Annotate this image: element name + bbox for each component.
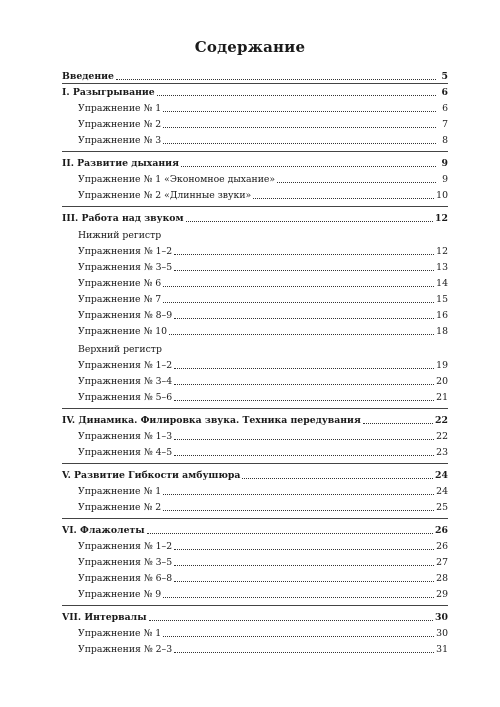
toc-entry-label: II. Развитие дыхания — [62, 158, 179, 169]
toc-page-number: 26 — [436, 541, 448, 552]
toc-section-entry[interactable] — [62, 71, 448, 83]
toc-exercise-entry[interactable] — [78, 278, 448, 290]
toc-entry-label: Упражнение № 10 — [78, 326, 168, 337]
toc-page-number: 30 — [435, 612, 448, 623]
dot-leader — [174, 318, 434, 319]
toc-entry-label: Упражнение № 9 — [78, 589, 162, 600]
toc-page-number: 9 — [442, 174, 448, 185]
toc-page-number: 27 — [436, 557, 448, 568]
dot-leader — [181, 166, 436, 167]
toc-subheading: Верхний регистр — [78, 344, 162, 355]
toc-section-entry[interactable] — [62, 213, 448, 225]
toc-section-entry[interactable] — [62, 612, 448, 624]
toc-entry-label: III. Работа над звуком — [62, 213, 184, 224]
dot-leader — [253, 198, 434, 199]
toc-page-number: 18 — [436, 326, 448, 337]
dot-leader — [174, 455, 434, 456]
toc-entry-label: Упражнения № 1–2 — [78, 360, 173, 371]
toc-exercise-entry[interactable] — [78, 431, 448, 443]
dot-leader — [163, 636, 434, 637]
toc-page-number: 12 — [435, 213, 448, 224]
toc-page-number: 22 — [436, 431, 448, 442]
toc-entry-label: Упражнения № 4–5 — [78, 447, 173, 458]
toc-exercise-entry[interactable] — [78, 294, 448, 306]
toc-entry-label: Введение — [62, 71, 114, 82]
toc-entry-label: Упражнения № 3–4 — [78, 376, 173, 387]
toc-exercise-entry[interactable] — [78, 119, 448, 131]
toc-exercise-entry[interactable] — [78, 541, 448, 553]
toc-page-number: 7 — [442, 119, 448, 130]
section-divider — [62, 518, 448, 519]
toc-subheading: Нижний регистр — [78, 230, 162, 241]
toc-page-number: 10 — [436, 190, 448, 201]
dot-leader — [163, 597, 434, 598]
dot-leader — [157, 95, 436, 96]
dot-leader — [163, 302, 434, 303]
toc-entry-label: Упражнение № 2 — [78, 119, 162, 130]
dot-leader — [163, 494, 434, 495]
toc-page-number: 20 — [436, 376, 448, 387]
section-divider — [62, 605, 448, 606]
toc-entry-label: Упражнение № 1 — [78, 486, 162, 497]
toc-page-number: 23 — [436, 447, 448, 458]
toc-entry-label: Упражнение № 2 «Длинные звуки» — [78, 190, 252, 201]
dot-leader — [163, 143, 436, 144]
toc-entry-label: Упражнения № 3–5 — [78, 557, 173, 568]
dot-leader — [174, 270, 434, 271]
dot-leader — [163, 127, 436, 128]
toc-section-entry[interactable] — [62, 525, 448, 537]
toc-entry-label: Упражнение № 3 — [78, 135, 162, 146]
dot-leader — [174, 549, 434, 550]
toc-page-number: 21 — [436, 392, 448, 403]
toc-entry-label: Упражнения № 1–2 — [78, 541, 173, 552]
toc-page-number: 19 — [436, 360, 448, 371]
toc-exercise-entry[interactable] — [78, 573, 448, 585]
toc-page-number: 22 — [435, 415, 448, 426]
toc-entry-label: Упражнения № 8–9 — [78, 310, 173, 321]
section-divider — [62, 408, 448, 409]
toc-entry-label: I. Разыгрывание — [62, 87, 155, 98]
toc-section-entry[interactable] — [62, 415, 448, 427]
toc-page-number: 24 — [435, 470, 448, 481]
toc-exercise-entry[interactable] — [78, 326, 448, 338]
dot-leader — [277, 182, 436, 183]
dot-leader — [147, 533, 433, 534]
dot-leader — [163, 286, 434, 287]
toc-page-number: 28 — [436, 573, 448, 584]
toc-entry-label: Упражнение № 1 — [78, 103, 162, 114]
toc-entry-label: Упражнения № 5–6 — [78, 392, 173, 403]
toc-page-number: 12 — [436, 246, 448, 257]
toc-page-number: 16 — [436, 310, 448, 321]
toc-exercise-entry[interactable] — [78, 310, 448, 322]
toc-page-number: 13 — [436, 262, 448, 273]
toc-page-number: 29 — [436, 589, 448, 600]
toc-entry-label: Упражнения № 6–8 — [78, 573, 173, 584]
toc-exercise-entry[interactable] — [78, 447, 448, 459]
toc-entry-label: Упражнения № 2–3 — [78, 644, 173, 655]
dot-leader — [363, 423, 433, 424]
toc-exercise-entry[interactable] — [78, 190, 448, 202]
toc-page-number: 8 — [442, 135, 448, 146]
toc-entry-label: Упражнение № 1 «Экономное дыхание» — [78, 174, 276, 185]
toc-page-number: 5 — [441, 71, 448, 82]
dot-leader — [149, 620, 434, 621]
toc-exercise-entry[interactable] — [78, 557, 448, 569]
toc-entry-label: VII. Интервалы — [62, 612, 147, 623]
dot-leader — [174, 400, 434, 401]
section-divider — [62, 151, 448, 152]
toc-exercise-entry[interactable] — [78, 262, 448, 274]
dot-leader — [174, 581, 434, 582]
dot-leader — [163, 510, 434, 511]
dot-leader — [242, 478, 433, 479]
toc-page-number: 25 — [436, 502, 448, 513]
toc-section-entry[interactable] — [62, 470, 448, 482]
toc-page-number: 15 — [436, 294, 448, 305]
section-divider — [62, 83, 448, 84]
toc-page-number: 14 — [436, 278, 448, 289]
toc-page-number: 30 — [436, 628, 448, 639]
dot-leader — [174, 439, 434, 440]
page-title: Содержание — [194, 38, 306, 56]
toc-exercise-entry[interactable] — [78, 644, 448, 656]
toc-page-number: 26 — [435, 525, 448, 536]
toc-page-number: 31 — [436, 644, 448, 655]
toc-entry-label: Упражнения № 3–5 — [78, 262, 173, 273]
dot-leader — [169, 334, 434, 335]
toc-exercise-entry[interactable] — [78, 174, 448, 186]
toc-exercise-entry[interactable] — [78, 628, 448, 640]
toc-entry-label: Упражнения № 1–2 — [78, 246, 173, 257]
toc-page-number: 6 — [441, 87, 448, 98]
toc-section-entry[interactable] — [62, 87, 448, 99]
toc-exercise-entry[interactable] — [78, 360, 448, 372]
toc-entry-label: Упражнение № 6 — [78, 278, 162, 289]
toc-exercise-entry[interactable] — [78, 392, 448, 404]
toc-exercise-entry[interactable] — [78, 103, 448, 115]
dot-leader — [174, 254, 434, 255]
toc-exercise-entry[interactable] — [78, 589, 448, 601]
dot-leader — [174, 384, 434, 385]
section-divider — [62, 463, 448, 464]
toc-exercise-entry[interactable] — [78, 502, 448, 514]
dot-leader — [116, 79, 436, 80]
toc-section-entry[interactable] — [62, 158, 448, 170]
dot-leader — [174, 652, 434, 653]
dot-leader — [186, 221, 433, 222]
toc-entry-label: Упражнения № 1–3 — [78, 431, 173, 442]
section-divider — [62, 206, 448, 207]
toc-exercise-entry[interactable] — [78, 486, 448, 498]
toc-exercise-entry[interactable] — [78, 376, 448, 388]
toc-page-number: 24 — [436, 486, 448, 497]
toc-entry-label: IV. Динамика. Филировка звука. Техника передувания — [62, 415, 361, 426]
dot-leader — [163, 111, 436, 112]
toc-entry-label: VI. Флажолеты — [62, 525, 145, 536]
toc-page-number: 6 — [442, 103, 448, 114]
dot-leader — [174, 565, 434, 566]
toc-entry-label: Упражнение № 1 — [78, 628, 162, 639]
toc-entry-label: V. Развитие Гибкости амбушюра — [62, 470, 241, 481]
toc-exercise-entry[interactable] — [78, 246, 448, 258]
toc-exercise-entry[interactable] — [78, 135, 448, 147]
toc-entry-label: Упражнение № 2 — [78, 502, 162, 513]
toc-entry-label: Упражнение № 7 — [78, 294, 162, 305]
dot-leader — [174, 368, 434, 369]
toc-page-number: 9 — [441, 158, 448, 169]
